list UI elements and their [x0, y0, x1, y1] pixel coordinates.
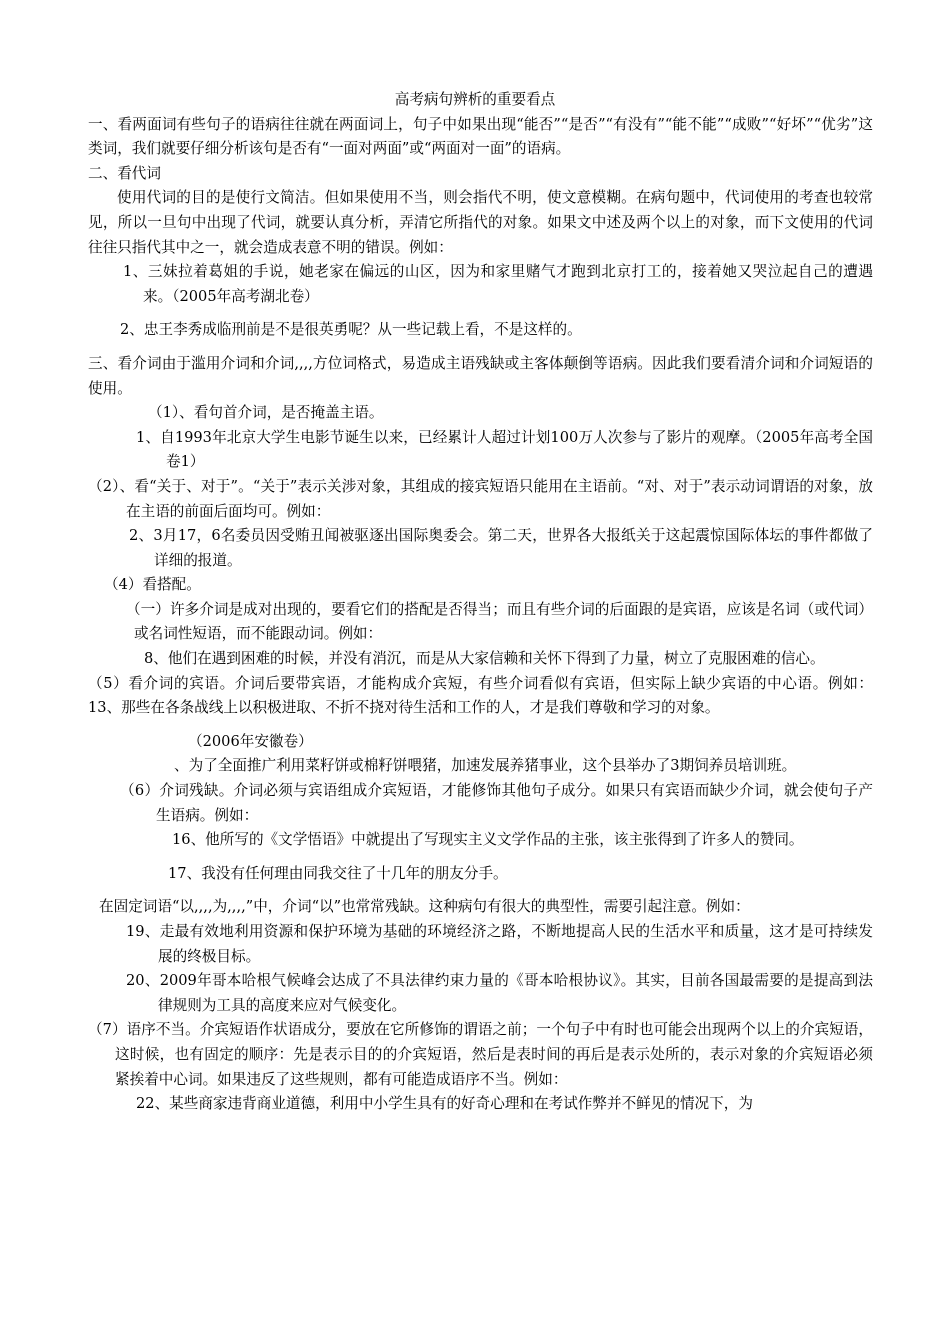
example-1: 1、三妹拉着葛姐的手说，她老家在偏远的山区，因为和家里赌气才跑到北京打工的，接着她又哭泣起自己的遭遇来。（2005年高考湖北卷）: [123, 263, 873, 305]
subsection-4-example: 8、他们在遇到困难的时候，并没有消沉，而是从大家信赖和关怀下得到了力量，树立了克服困难的信心。: [144, 650, 825, 668]
subsection-6-example-16: 16、他所写的《文学悟语》中就提出了写现实主义文学作品的主张，该主张得到了许多人的赞同。: [172, 831, 804, 849]
subsection-6-example-19: 19、走最有效地利用资源和保护环境为基础的环境经济之路，不断地提高人民的生活水平和质量，这才是可持续发展的终极目标。: [126, 923, 873, 965]
subsection-7: （7）语序不当。介宾短语作状语成分，要放在它所修饰的谓语之前；一个句子中有时也可能会出现两个以上的介宾短语，这时候，也有固定的顺序：先是表示目的的介宾短语，然后是表时间的再后是表示处所的，表示对象的介宾短语必须紧挨着中心词。如果违反了这些规则，都有可能造成语序不当。例如：: [88, 1021, 873, 1088]
subsection-6-example-17: 17、我没有任何理由同我交往了十几年的朋友分手。: [168, 864, 508, 882]
subsection-6-note: 在固定词语“以,,,,为,,,,”中，介词“以”也常常残缺。这种病句有很大的典型性，需要引起注意。例如：: [99, 898, 750, 916]
subsection-5-example: 、为了全面推广利用菜籽饼或棉籽饼喂猪，加速发展养猪事业，这个县举办了3期饲养员培训班。: [174, 757, 797, 775]
section-pronouns-body: 使用代词的目的是使行文简洁。但如果使用不当，则会指代不明，使文意模糊。在病句题中，代词使用的考查也较常见，所以一旦句中出现了代词，就要认真分析，弄清它所指代的对象。如果文中述及两个以上的对象，而下文使用的代词往往只指代其中之一，就会造成表意不明的错误。例如：: [88, 189, 873, 256]
section-pronouns-heading: 二、看代词: [88, 164, 161, 182]
subsection-5-source: （2006年安徽卷）: [188, 732, 313, 750]
subsection-2: （2）、看“关于、对于”。“关于”表示关涉对象，其组成的接宾短语只能用在主语前。“对、对于”表示动词谓语的对象，放在主语的前面后面均可。例如：: [88, 477, 873, 520]
example-2: 2、忠王李秀成临刑前是不是很英勇呢？从一些记载上看，不是这样的。: [120, 321, 582, 339]
subsection-5: （5）看介词的宾语。介词后要带宾语，才能构成介宾短，有些介词看似有宾语，但实际上缺少宾语的中心语。例如：13、那些在各条战线上以积极进取、不折不挠对待生活和工作的人，才是我们尊敬和学习的对象。: [88, 674, 873, 717]
subsection-2-example: 2、3月17，6名委员因受贿丑闻被驱逐出国际奥委会。第二天，世界各大报纸关于这起震惊国际体坛的事件都做了详细的报道。: [129, 527, 873, 569]
subsection-1: （1）、看句首介词，是否掩盖主语。: [148, 404, 384, 422]
subsection-1-example: 1、自1993年北京大学生电影节诞生以来，已经累计人超过计划100万人次参与了影片的观摩。（2005年高考全国卷1）: [136, 428, 873, 471]
section-prepositions: 三、看介词由于滥用介词和介词,,,,方位词格式，易造成主语残缺或主客体颠倒等语病。因此我们要看清介词和介词短语的使用。: [88, 354, 873, 397]
subsection-4-note: （一）许多介词是成对出现的，要看它们的搭配是否得当；而且有些介词的后面跟的是宾语，应该是名词（或代词）或名词性短语，而不能跟动词。例如：: [126, 600, 873, 643]
document-body: [0, 88, 950, 1117]
section-two-sided-words: 一、看两面词有些句子的语病往往就在两面词上，句子中如果出现“能否”“是否”“有没有”“能不能”“成败”“好坏”“优劣”这类词，我们就要仔细分析该句是否有“一面对两面”或“两面对一面”的语病。: [88, 115, 873, 158]
subsection-4: （4）看搭配。: [104, 576, 201, 594]
subsection-6-example-20: 20、2009年哥本哈根气候峰会达成了不具法律约束力量的《哥本哈根协议》。其实，目前各国最需要的是提高到法律规则为工具的高度来应对气候变化。: [126, 972, 873, 1014]
document-title: 高考病句辨析的重要看点: [394, 91, 556, 108]
subsection-7-example: 22、某些商家违背商业道德，利用中小学生具有的好奇心理和在考试作弊并不鲜见的情况下，为: [136, 1095, 753, 1113]
subsection-6: （6）介词残缺。介词必须与宾语组成介宾短语，才能修饰其他句子成分。如果只有宾语而缺少介词，就会使句子产生语病。例如：: [120, 782, 873, 824]
